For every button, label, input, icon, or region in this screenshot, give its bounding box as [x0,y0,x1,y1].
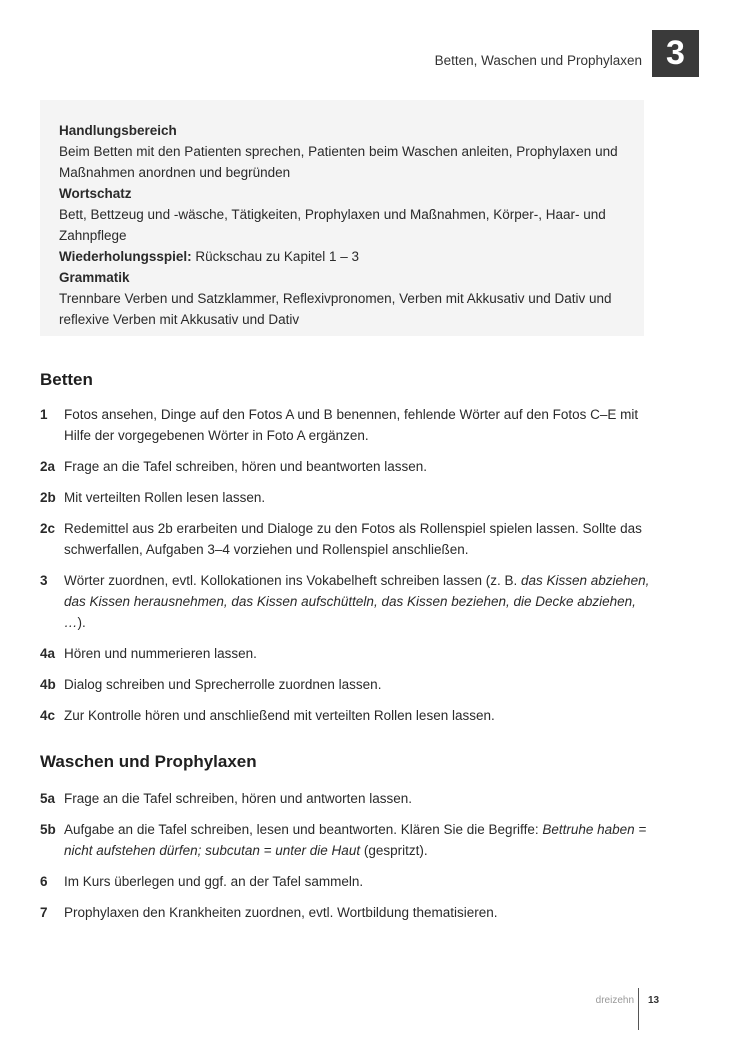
wortschatz-label: Wortschatz [59,186,132,201]
task-item: 4a Hören und nummerieren lassen. [40,646,257,661]
task-item: 5a Frage an die Tafel schreiben, hören und antworten lassen. [40,791,412,806]
task-item: 2c Redemittel aus 2b erarbeiten und Dialoge zu den Fotos als Rollenspiel spielen lassen. Sollte das schwerfallen, Aufgaben 3–4 vorziehen und Rollenspiel anschließen. [40,521,642,557]
task-item: 7 Prophylaxen den Krankheiten zuordnen, evtl. Wortbildung thematisieren. [40,905,498,920]
footer-divider [638,988,639,1030]
page-number-word: dreizehn [595,995,634,1006]
grammatik-label: Grammatik [59,270,130,285]
chapter-summary [59,120,631,330]
wiederholung-line [59,246,631,267]
wiederholung-label: Wiederholungsspiel: [59,249,192,264]
task-item: 1 Fotos ansehen, Dinge auf den Fotos A und B benennen, fehlende Wörter auf den Fotos C–E mit Hilfe der vorgegebenen Wörter in Foto A ergänzen. [40,407,639,443]
task-item: 2a Frage an die Tafel schreiben, hören und beantworten lassen. [40,459,427,474]
wortschatz-text: Bett, Bettzeug und -wäsche, Tätigkeiten, Prophylaxen und Maßnahmen, Körper-, Haar- und Zahnpflege [59,207,606,243]
task-list-waschen [40,788,650,923]
task-item: 5b Aufgabe an die Tafel schreiben, lesen und beantworten. Klären Sie die Begriffe: Bettruhe haben = nicht aufstehen dürfen; subcutan = unter die Haut (gespritzt). [40,822,647,858]
grammatik-text: Trennbare Verben und Satzklammer, Reflexivpronomen, Verben mit Akkusativ und Dativ und reflexive Verben mit Akkusativ und Dativ [59,291,612,327]
section-heading-waschen: Waschen und Prophylaxen [40,752,257,771]
section-heading-betten: Betten [40,370,93,389]
chapter-number-badge: 3 [652,30,699,77]
task-list-betten [40,404,650,726]
page-number: 13 [648,995,660,1006]
task-item: 2b Mit verteilten Rollen lesen lassen. [40,490,266,505]
running-header-title: Betten, Waschen und Prophylaxen [434,53,642,68]
task-item: 4b Dialog schreiben und Sprecherrolle zuordnen lassen. [40,677,382,692]
task-item: 3 Wörter zuordnen, evtl. Kollokationen ins Vokabelheft schreiben lassen (z. B. das Kissen abziehen, das Kissen herausnehmen, das Kissen aufschütteln, das Kissen beziehen, die Decke abziehen, …). [40,573,650,630]
task-item: 6 Im Kurs überlegen und ggf. an der Tafel sammeln. [40,874,364,889]
handlungsbereich-label: Handlungsbereich [59,123,177,138]
wiederholung-text: Rückschau zu Kapitel 1 – 3 [191,249,359,264]
handlungsbereich-text: Beim Betten mit den Patienten sprechen, Patienten beim Waschen anleiten, Prophylaxen und Maßnahmen anordnen und begründen [59,144,618,180]
task-item: 4c Zur Kontrolle hören und anschließend mit verteilten Rollen lesen lassen. [40,708,495,723]
